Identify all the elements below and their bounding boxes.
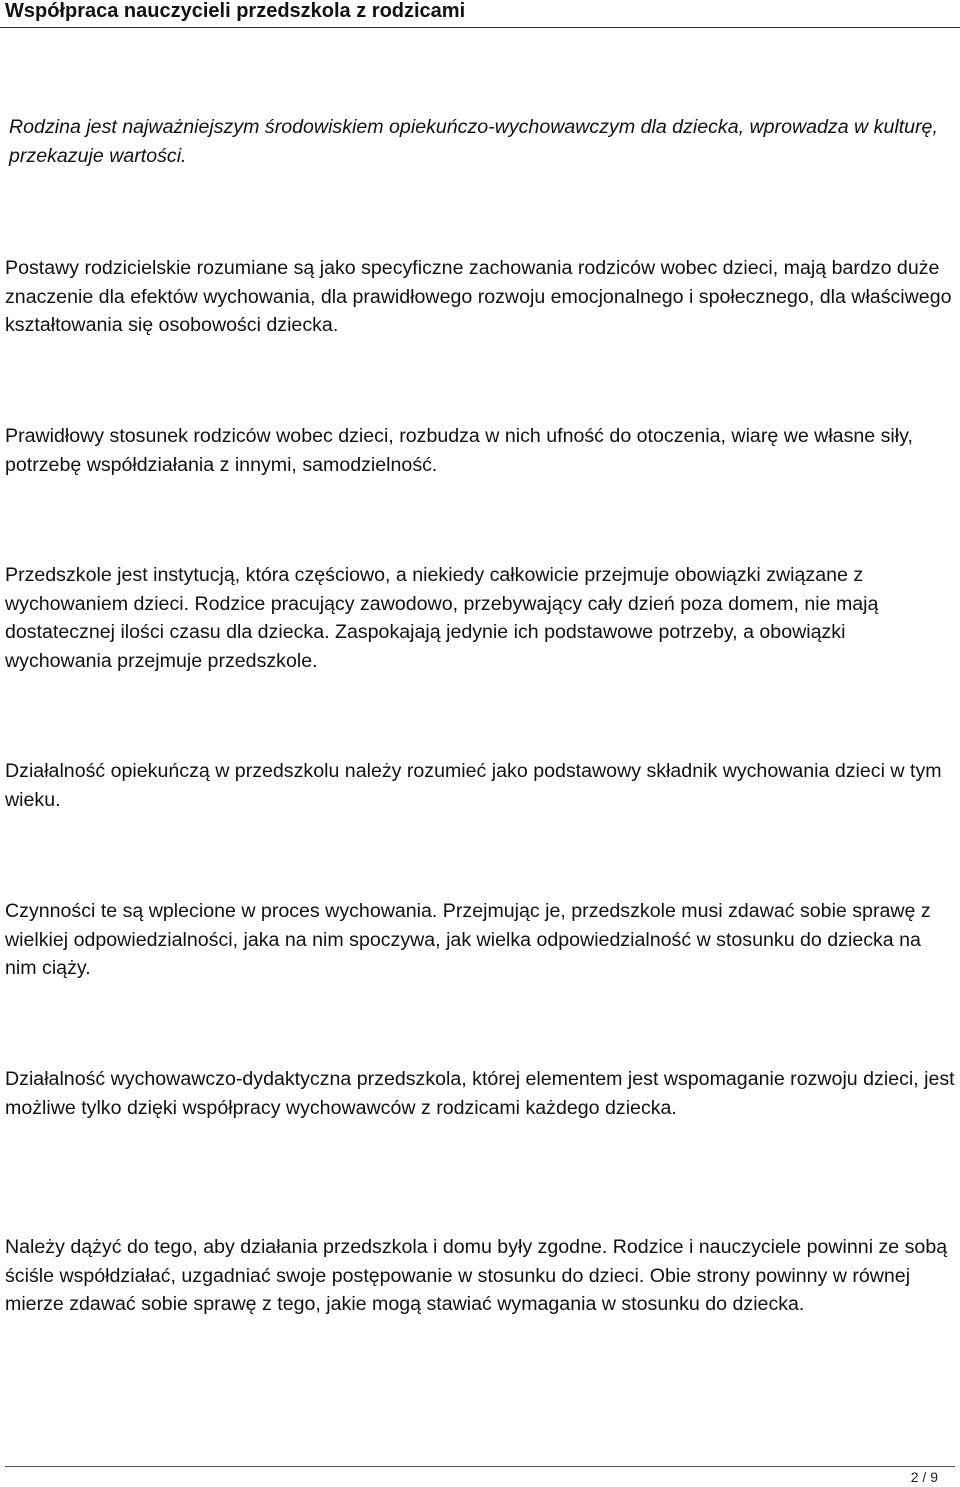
paragraph-educational-activity: Działalność wychowawczo-dydaktyczna przedszkola, której elementem jest wspomaganie rozwoju dzieci, jest możliwe tylko dzięki współpracy wychowawców z rodzicami każdego dziecka. <box>5 1068 955 1119</box>
paragraph-intro: Rodzina jest najważniejszym środowiskiem opiekuńczo-wychowawczym dla dziecka, wprowadza w kulturę, przekazuje wartości. <box>9 116 938 167</box>
paragraph-preschool-institution: Przedszkole jest instytucją, która częściowo, a niekiedy całkowicie przejmuje obowiązki związane z wychowaniem dzieci. Rodzice pracujący zawodowo, przebywający cały dzień poza domem, nie mają dostatecznej ilości czasu dla dziecka. Zaspokajają jedynie ich podstawowe potrzeby, a obowiązki wychowania przejmuje przedszkole. <box>5 564 879 672</box>
paragraph-parental-attitudes: Postawy rodzicielskie rozumiane są jako specyficzne zachowania rodziców wobec dzieci, mają bardzo duże znaczenie dla efektów wychowania, dla prawidłowego rozwoju emocjonalnego i społecznego, dla właściwego kształtowania się osobowości dziecka. <box>5 257 952 337</box>
page-number: 2 / 9 <box>910 1469 938 1485</box>
header-divider <box>0 27 960 28</box>
paragraph-care-activity: Działalność opiekuńczą w przedszkolu należy rozumieć jako podstawowy składnik wychowania dzieci w tym wieku. <box>5 760 942 811</box>
paragraph-activities: Czynności te są wplecione w proces wychowania. Przejmując je, przedszkole musi zdawać sobie sprawę z wielkiej odpowiedzialności, jaka na nim spoczywa, jak wielka odpowiedzialność w stosunku do dziecka na nim ciąży. <box>5 900 931 980</box>
page-footer <box>0 1466 960 1487</box>
paragraph-cooperation: Należy dążyć do tego, aby działania przedszkola i domu były zgodne. Rodzice i nauczyciele powinni ze sobą ściśle współdziałać, uzgadniać swoje postępowanie w stosunku do dzieci. Obie strony powinny w równej mierze zdawać sobie sprawę z tego, jakie mogą stawiać wymagania w stosunku do dziecka. <box>5 1236 948 1316</box>
page-title: Współpraca nauczycieli przedszkola z rodzicami <box>5 0 466 22</box>
page-header <box>0 0 960 30</box>
paragraph-proper-relationship: Prawidłowy stosunek rodziców wobec dzieci, rozbudza w nich ufność do otoczenia, wiarę we własne siły, potrzebę współdziałania z innymi, samodzielność. <box>5 425 913 476</box>
footer-divider <box>5 1466 955 1467</box>
